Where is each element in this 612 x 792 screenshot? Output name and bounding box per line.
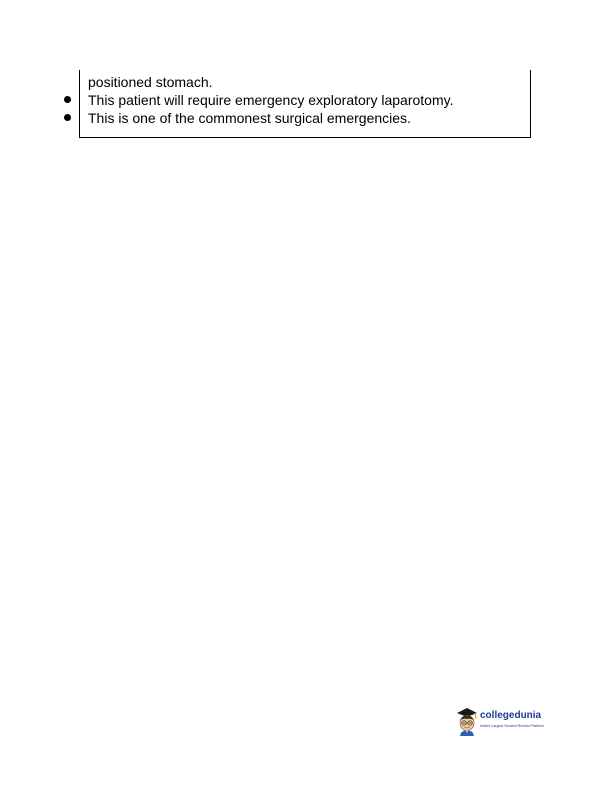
bullet-text: This is one of the commonest surgical emergencies. <box>88 110 411 126</box>
continued-line: positioned stomach. <box>88 74 213 90</box>
bullet-text: This patient will require emergency exploratory laparotomy. <box>88 92 454 108</box>
logo-tagline: India's Largest Student Review Platform <box>480 724 544 728</box>
answer-box <box>79 70 531 138</box>
answer-text <box>88 73 453 127</box>
mascot-icon <box>455 706 479 736</box>
logo-name: collegedunia <box>480 710 542 721</box>
bullet-icon <box>64 96 71 103</box>
bullet-item <box>88 109 453 127</box>
bullet-item <box>88 91 453 109</box>
bullet-icon <box>64 114 71 121</box>
collegedunia-logo <box>455 706 565 742</box>
